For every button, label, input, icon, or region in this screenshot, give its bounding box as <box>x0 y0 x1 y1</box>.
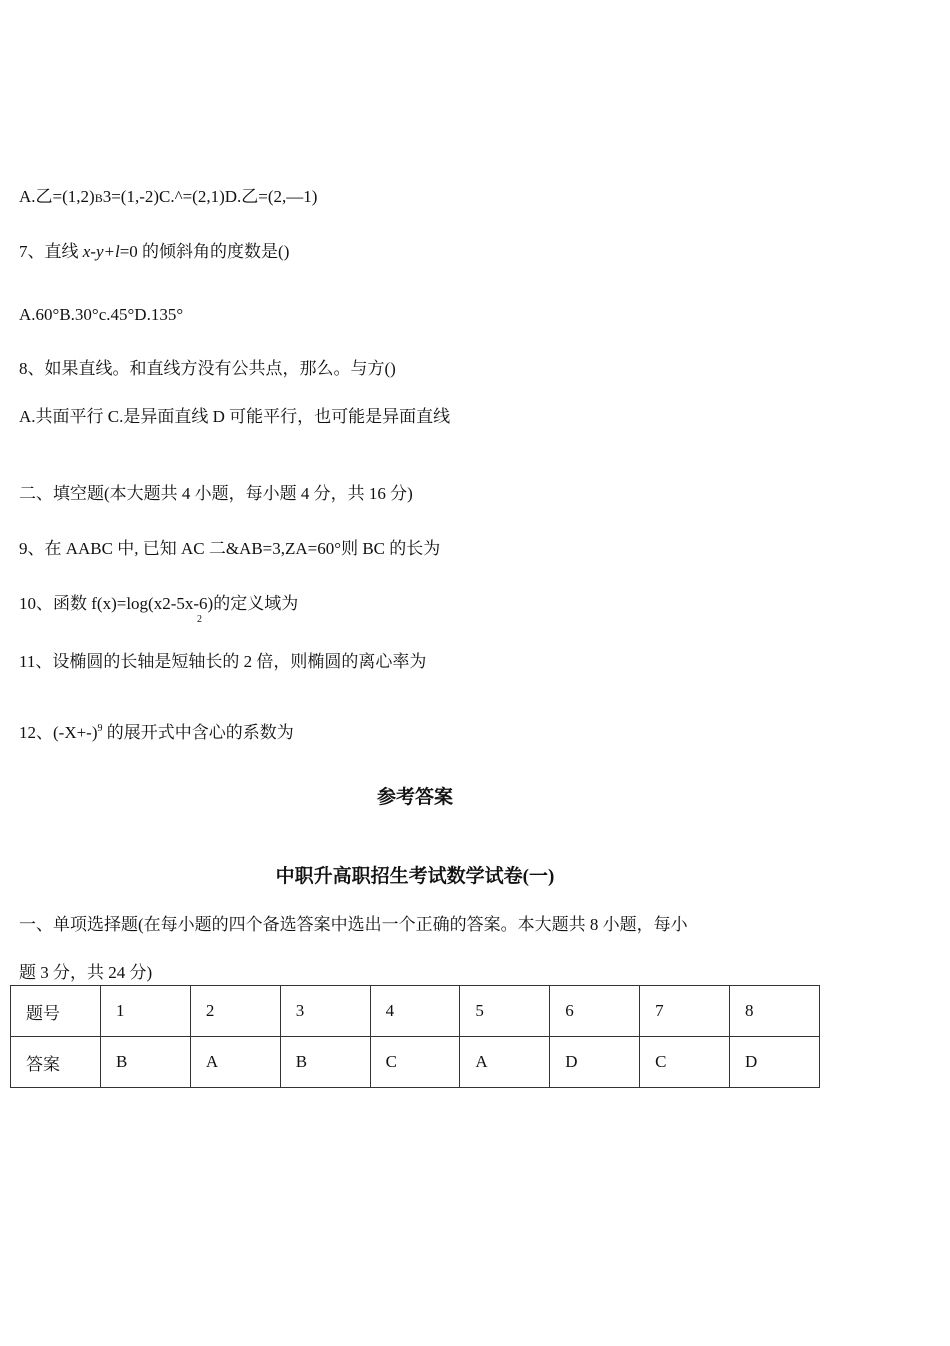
q7-suffix: =0 的倾斜角的度数是() <box>119 242 290 261</box>
q12-prefix: 12、(-X+-) <box>19 723 98 742</box>
number-cell: 6 <box>550 986 640 1037</box>
q10-log-base: 2 <box>197 614 202 625</box>
answer-cell: B <box>100 1037 190 1088</box>
answer-label-cell: 答案 <box>11 1037 101 1088</box>
answer-heading: 参考答案 <box>376 787 453 808</box>
number-cell: 7 <box>640 986 730 1037</box>
q12-exponent: 9 <box>97 723 103 734</box>
question-12 <box>19 718 294 744</box>
table-row-numbers <box>11 986 820 1037</box>
number-cell: 8 <box>730 986 820 1037</box>
q12-suffix: 的展开式中含心的系数为 <box>102 723 294 742</box>
q6-option-b-small: B <box>94 191 103 205</box>
question-8: 8、如果直线。和直线方没有公共点，那么。与方() <box>19 359 396 378</box>
answer-table <box>10 985 820 1088</box>
question-11: 11、设椭圆的长轴是短轴长的 2 倍，则椭圆的离心率为 <box>19 652 427 671</box>
question-10: 10、函数 f(x)=log(x2-5x-6)的定义域为 <box>19 594 299 613</box>
section-2-title: 二、填空题(本大题共 4 小题，每小题 4 分，共 16 分) <box>19 484 413 503</box>
header-label-cell: 题号 <box>11 986 101 1037</box>
question-9: 9、在 AABC 中, 已知 AC 二&AB=3,ZA=60°则 BC 的长为 <box>19 539 441 558</box>
section-1-title-line1: 一、单项选择题(在每小题的四个备选答案中选出一个正确的答案。本大题共 8 小题，每小 <box>19 915 688 934</box>
q7-prefix: 7、直线 <box>19 242 83 261</box>
number-cell: 4 <box>370 986 460 1037</box>
answer-cell: A <box>460 1037 550 1088</box>
number-cell: 5 <box>460 986 550 1037</box>
question-7 <box>19 241 289 263</box>
q7-equation: x-y+l <box>82 242 120 261</box>
number-cell: 2 <box>190 986 280 1037</box>
q6-option-rest: 3=(1,-2)C.^=(2,1)D.乙=(2,—1) <box>102 187 318 206</box>
number-cell: 3 <box>280 986 370 1037</box>
number-cell: 1 <box>100 986 190 1037</box>
section-1-title-line2: 题 3 分，共 24 分) <box>19 963 153 982</box>
q8-options: A.共面平行 C.是异面直线 D 可能平行，也可能是异面直线 <box>19 407 451 426</box>
answer-cell: B <box>280 1037 370 1088</box>
exam-title: 中职升高职招生考试数学试卷(一) <box>275 866 555 887</box>
answer-cell: A <box>190 1037 280 1088</box>
table-row-answers <box>11 1037 820 1088</box>
q7-options: A.60°B.30°c.45°D.135° <box>19 305 184 324</box>
answer-cell: C <box>640 1037 730 1088</box>
answer-cell: D <box>730 1037 820 1088</box>
q6-options <box>19 186 317 209</box>
answer-cell: D <box>550 1037 640 1088</box>
q6-option-a: A.乙=(1,2) <box>19 187 95 206</box>
answer-cell: C <box>370 1037 460 1088</box>
